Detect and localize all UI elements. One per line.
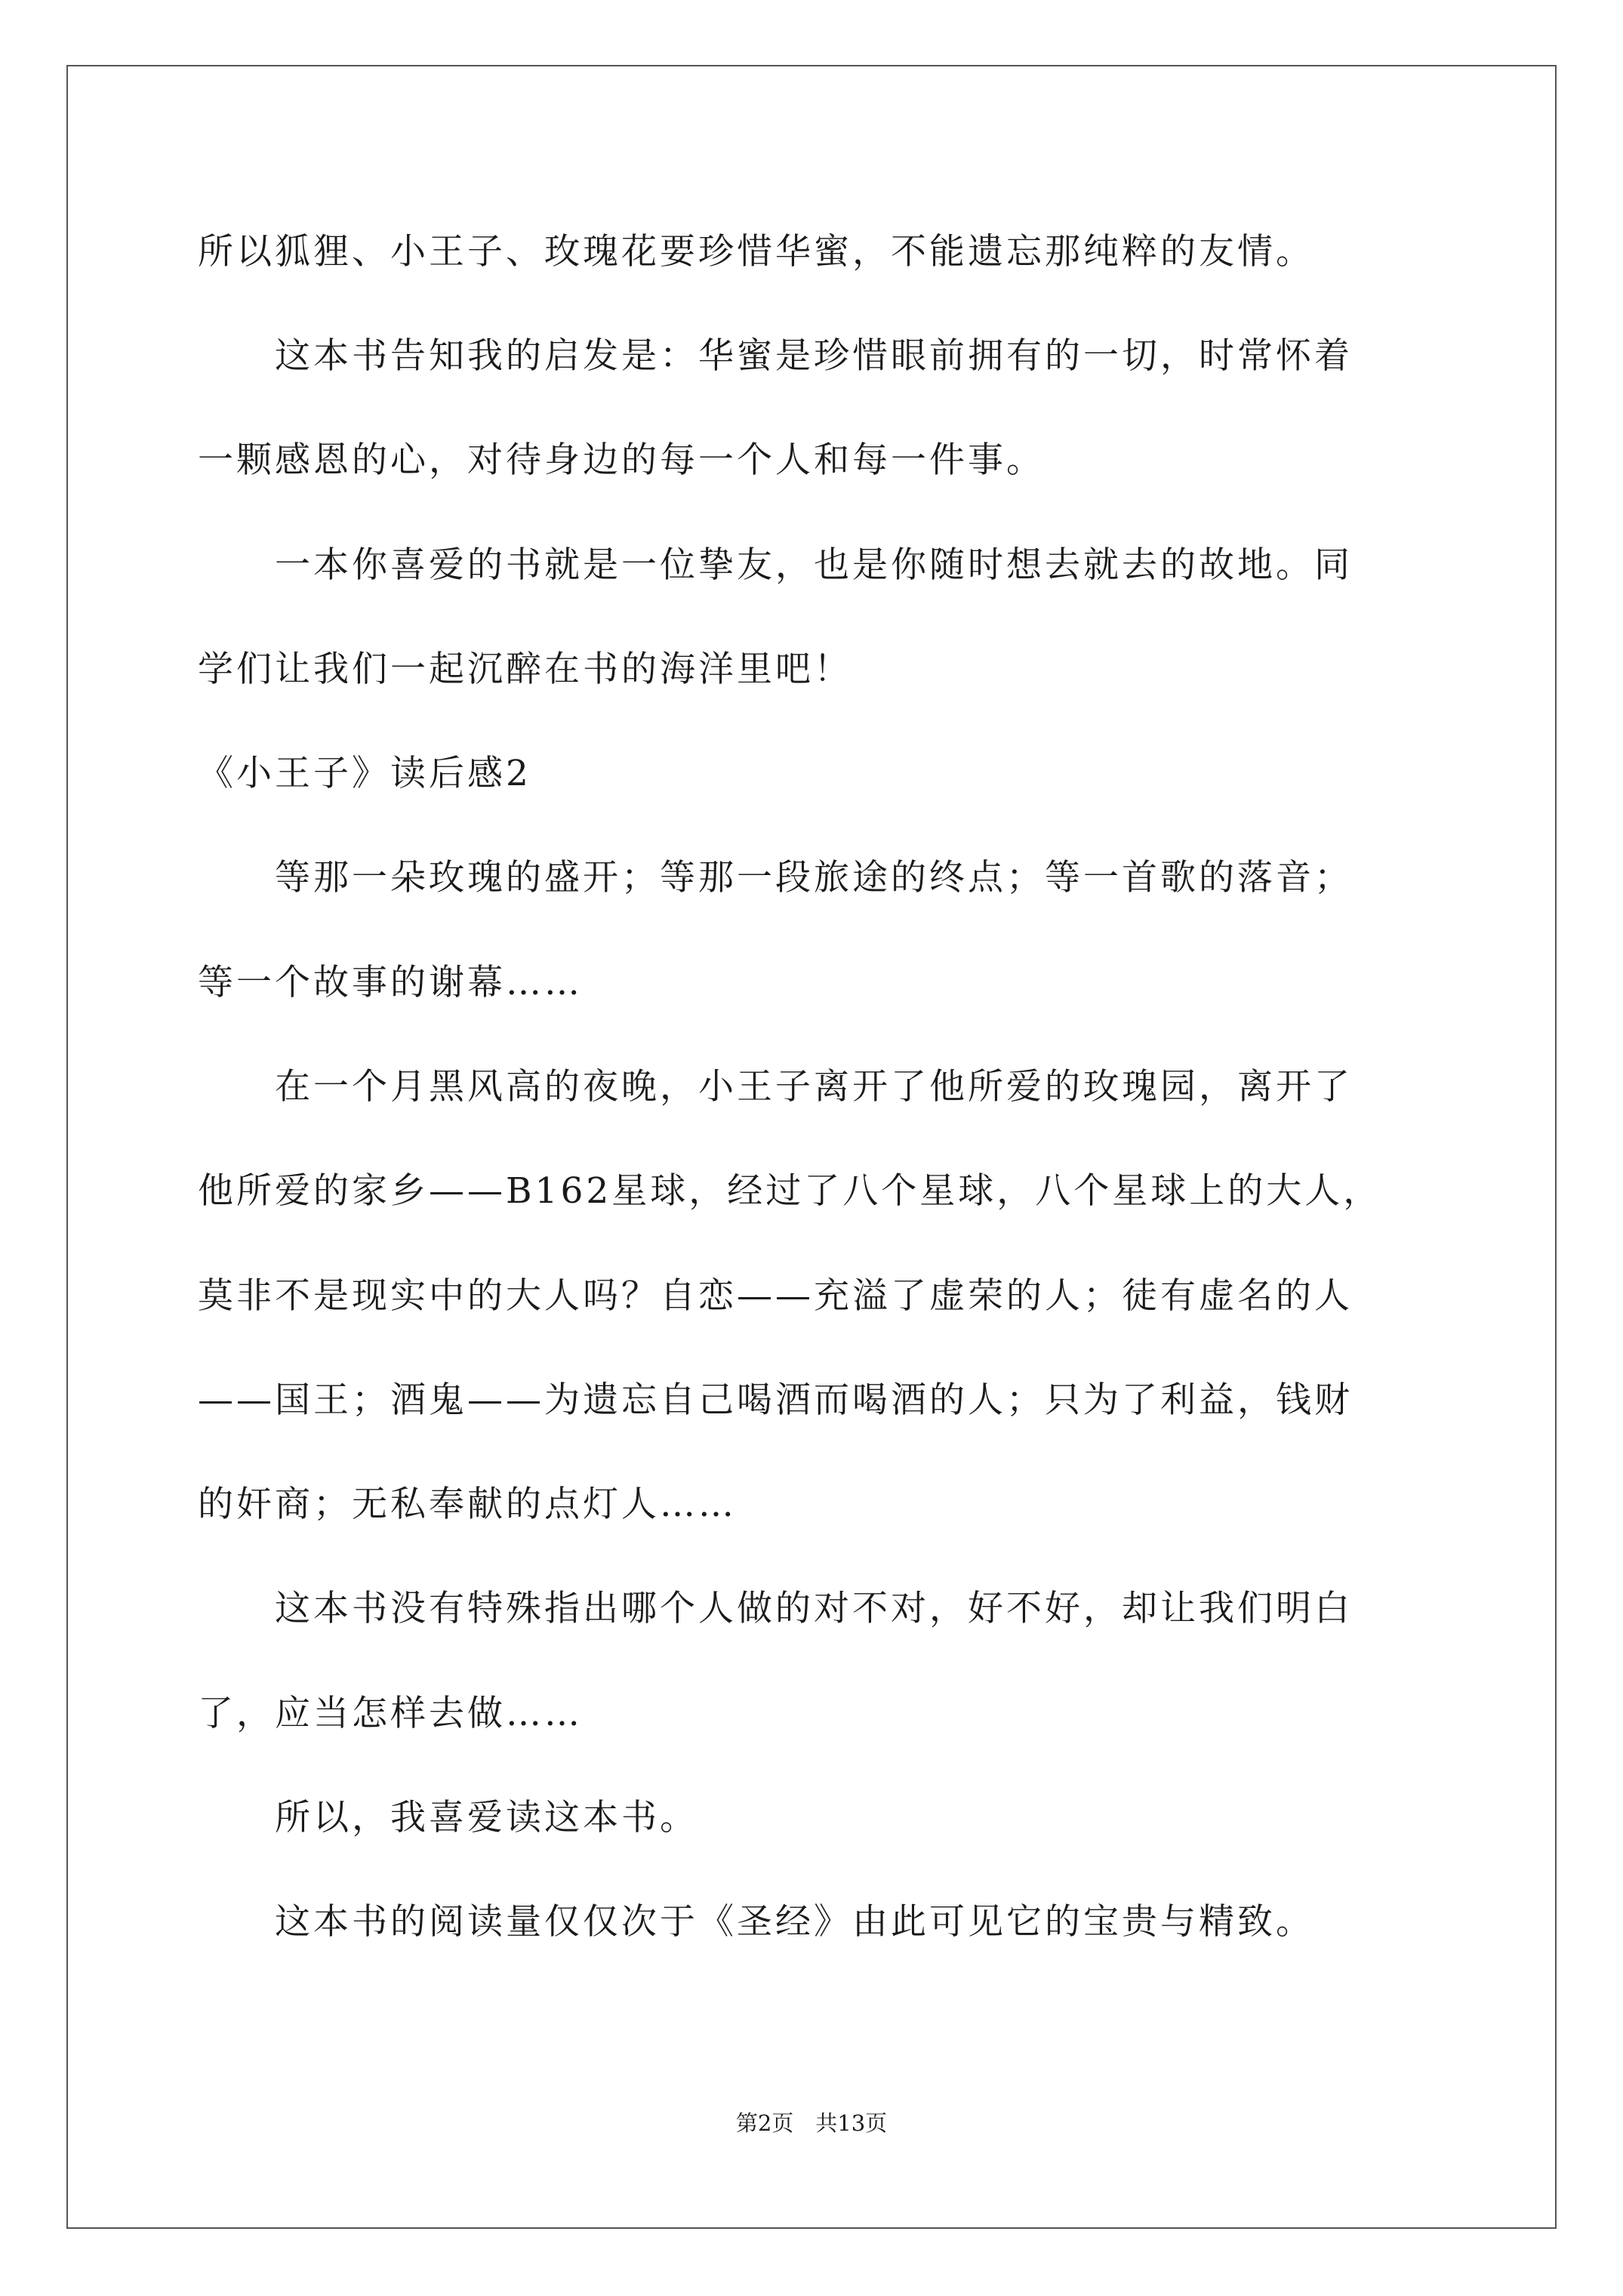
text-line: 的奸商；无私奉献的点灯人…… <box>198 1484 737 1525</box>
section-heading: 《小王子》读后感2 <box>198 753 531 794</box>
text-line: 所以狐狸、小王子、玫瑰花要珍惜华蜜，不能遗忘那纯粹的友情。 <box>198 231 1314 273</box>
text-line: 他所爱的家乡——B162星球，经过了八个星球，八个星球上的大人， <box>198 1170 1382 1212</box>
text-line: 了，应当怎样去做…… <box>198 1693 583 1734</box>
text-line: 在一个月黑风高的夜晚，小王子离开了他所爱的玫瑰园，离开了 <box>198 1066 1353 1108</box>
text-line: 一本你喜爱的书就是一位挚友，也是你随时想去就去的故地。同 <box>198 544 1353 586</box>
text-line: 等一个故事的谢幕…… <box>198 962 583 1003</box>
text-line: ——国王；酒鬼——为遗忘自己喝酒而喝酒的人；只为了利益，钱财 <box>198 1379 1353 1421</box>
text-line: 所以，我喜爱读这本书。 <box>198 1797 698 1838</box>
text-line: 这本书没有特殊指出哪个人做的对不对，好不好，却让我们明白 <box>198 1588 1353 1629</box>
text-line: 等那一朵玫瑰的盛开；等那一段旅途的终点；等一首歌的落音； <box>198 857 1353 898</box>
text-line: 这本书告知我的启发是：华蜜是珍惜眼前拥有的一切，时常怀着 <box>198 335 1353 377</box>
page-footer: 第2页 共13页 <box>735 2110 888 2136</box>
text-line: 这本书的阅读量仅仅次于《圣经》由此可见它的宝贵与精致。 <box>198 1901 1314 1943</box>
text-line: 一颗感恩的心，对待身边的每一个人和每一件事。 <box>198 439 1045 481</box>
text-line: 学们让我们一起沉醉在书的海洋里吧！ <box>198 649 852 690</box>
text-line: 莫非不是现实中的大人吗？自恋——充溢了虚荣的人；徒有虚名的人 <box>198 1275 1353 1317</box>
